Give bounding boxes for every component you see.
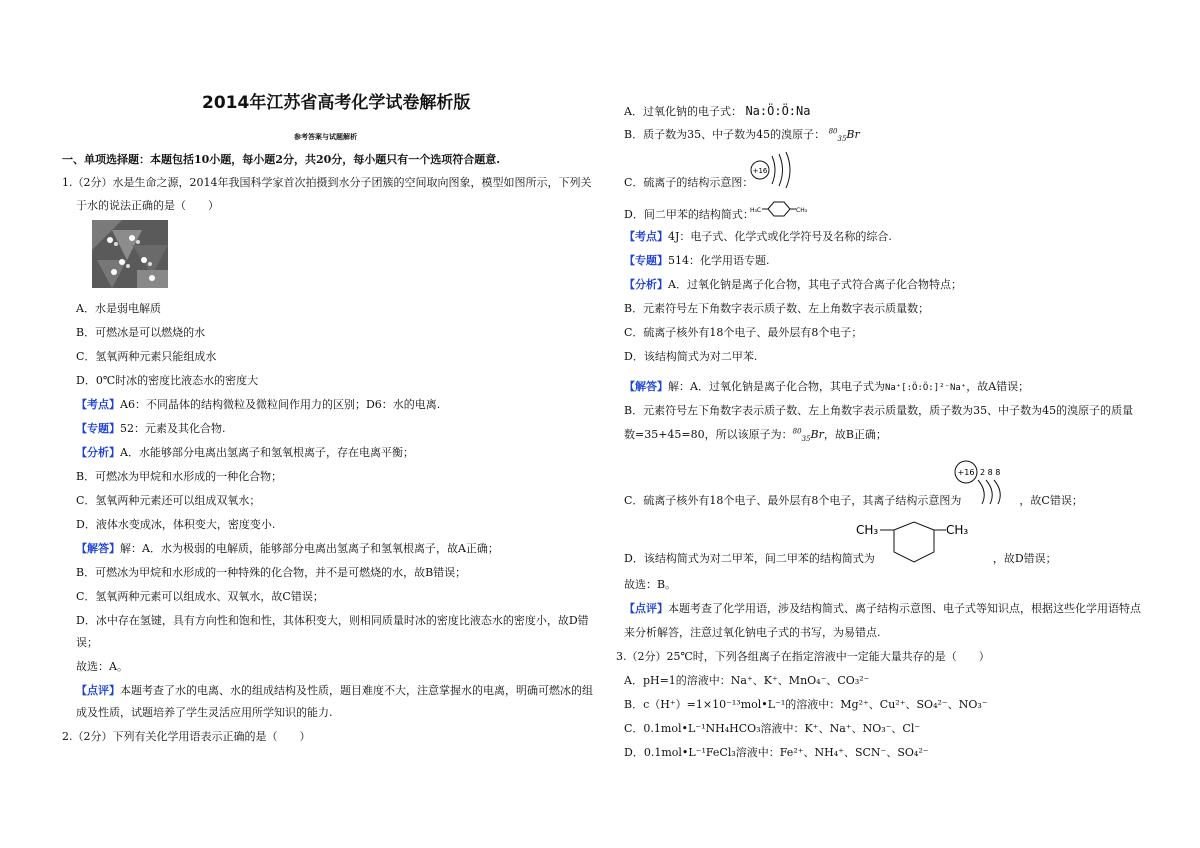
- jieda-b2-post: ，故B正确；: [823, 428, 887, 441]
- q1-fenxi-c: C．氢氧两种元素还可以组成双氧水；: [76, 494, 261, 507]
- q1-answer: 故选：A。: [76, 660, 128, 673]
- fenxi-a-text: A．过氧化钠是离子化合物，其电子式符合离子化合物特点；: [668, 278, 962, 291]
- q2-jieda-c: [624, 494, 1083, 508]
- dianping-text: 本题考查了水的电离、水的组成结构及性质，题目难度不大，注意掌握水的电离，明确可燃冰的组: [120, 684, 593, 697]
- q2-fenxi-c: C．硫离子核外有18个电子、最外层有8个电子；: [624, 326, 863, 339]
- q2-jieda-b1: B．元素符号左下角数字表示质子数、左上角数字表示质量数，质子数为35、中子数为45的溴原子的质量: [624, 404, 1134, 417]
- dianping-tag: 【 点评 】: [76, 684, 120, 697]
- q3-option-d: D．0.1mol•L⁻¹FeCl₃溶液中：Fe²⁺、NH₄⁺、SCN⁻、SO₄²⁻: [624, 746, 929, 759]
- q1-kaodian: [76, 398, 440, 412]
- q1-option-a: A．水是弱电解质: [76, 302, 161, 315]
- q3-stem: 3.（2分）25℃时，下列各组离子在指定溶液中一定能大量共存的是（ ）: [616, 650, 990, 663]
- q1-jieda-c: C．氢氧两种元素可以组成水、双氧水，故C错误；: [76, 590, 324, 603]
- br-symbol: Br: [846, 128, 860, 141]
- q2-option-a: [624, 104, 810, 119]
- para-xylene-structure: [750, 198, 814, 220]
- q1-jieda-d2: 误；: [76, 636, 98, 649]
- q2-jieda-a: [624, 380, 1029, 395]
- sulfur-structure-diagram: [748, 148, 796, 192]
- kaodian-text: A6：不同晶体的结构微粒及微粒间作用力的区别；D6：水的电离.: [120, 398, 441, 411]
- q1-jieda-a: [76, 542, 499, 556]
- jieda-b2-pre: 数=35+45=80，所以该原子为：: [624, 428, 793, 441]
- sulfur-shells-label: 2 8 8: [980, 468, 1001, 477]
- kaodian-tag: 【 考点 】: [624, 230, 668, 243]
- jieda-a-post: ，故A错误；: [966, 380, 1030, 393]
- water-cluster-image: [92, 220, 168, 288]
- q2-option-b: [624, 128, 860, 142]
- q1-fenxi-d: D．液体水变成冰，体积变大，密度变小.: [76, 518, 276, 531]
- q1-option-b: B．可燃冰是可以燃烧的水: [76, 326, 206, 339]
- q2-option-a-label: A．过氧化钠的电子式：: [624, 105, 742, 118]
- dianping-text: 本题考查了化学用语，涉及结构简式、离子结构示意图、电子式等知识点，根据这些化学用语特点: [668, 602, 1141, 615]
- q1-dianping-1: [76, 684, 593, 698]
- br-symbol-2: Br: [810, 428, 824, 441]
- jieda-tag: 【 解答 】: [624, 380, 668, 393]
- ch3-label: CH₃: [796, 207, 808, 214]
- ch3-right-label: CH₃: [946, 523, 969, 537]
- jieda-d-post: ，故D错误；: [992, 552, 1057, 565]
- q1-stem-line1: 1.（2分）水是生命之源，2014年我国科学家首次拍摄到水分子团簇的空间取向图象，模型如图所示，下列关: [62, 176, 592, 189]
- q2-kaodian: [624, 230, 892, 244]
- q1-stem-line2: 于水的说法正确的是（ ）: [76, 199, 219, 212]
- br-mass-number-2: 80: [792, 427, 802, 436]
- jieda-a-pre: 解：A．过氧化钠是离子化合物，其电子式为: [668, 380, 885, 393]
- q2-fenxi-a: [624, 278, 962, 292]
- zhuanti-text: 52：元素及其化合物.: [120, 422, 226, 435]
- section-heading: 一、单项选择题：本题包括10小题，每小题2分，共20分，每小题只有一个选项符合题意.: [62, 153, 501, 166]
- q2-dianping-2: 来分析解答，注意过氧化钠电子式的书写，为易错点.: [624, 626, 881, 639]
- zhuanti-text: 514：化学用语专题.: [668, 254, 770, 267]
- na2o2-electron-formula: Na:Ö:Ö:Na: [745, 104, 811, 118]
- bromine-isotope-correct: [792, 427, 824, 444]
- bromine-isotope-wrong: [828, 127, 860, 144]
- fenxi-tag: 【 分析 】: [624, 278, 668, 291]
- dianping-tag: 【 点评 】: [624, 602, 668, 615]
- kaodian-tag: 【 考点 】: [76, 398, 120, 411]
- page-subtitle: 参考答案与试题解析: [294, 132, 357, 141]
- q2-jieda-b2: [624, 428, 887, 442]
- q2-option-b-label: B．质子数为35、中子数为45的溴原子：: [624, 128, 826, 141]
- zhuanti-tag: 【 专题 】: [624, 254, 668, 267]
- sulfur-nucleus-label: +16: [752, 167, 768, 175]
- q2-answer: 故选：B。: [624, 578, 677, 591]
- q2-option-d: D．间二甲苯的结构简式：: [624, 208, 754, 221]
- jieda-tag: 【 解答 】: [76, 542, 120, 555]
- fenxi-a-text: A．水能够部分电离出氢离子和氢氧根离子，存在电离平衡；: [120, 446, 414, 459]
- q3-option-b: B．c（H⁺）=1×10⁻¹³mol•L⁻¹的溶液中：Mg²⁺、Cu²⁺、SO₄²⁻、NO₃⁻: [624, 698, 988, 711]
- q1-fenxi-b: B．可燃冰为甲烷和水形成的一种化合物；: [76, 470, 283, 483]
- q3-option-c: C．0.1mol•L⁻¹NH₄HCO₃溶液中：K⁺、Na⁺、NO₃⁻、Cl⁻: [624, 722, 921, 735]
- na2o2-ionic-formula: Na⁺[:Ö:Ö:]²⁻Na⁺: [884, 383, 967, 393]
- sulfur-nucleus-label-2: +16: [957, 468, 975, 477]
- q2-option-c: C．硫离子的结构示意图：: [624, 176, 754, 189]
- br-atomic-number-2: 35: [801, 435, 811, 444]
- fenxi-tag: 【 分析 】: [76, 446, 120, 459]
- jieda-c-pre: C．硫离子核外有18个电子、最外层有8个电子，其离子结构示意图为: [624, 494, 962, 507]
- q2-jieda-d: [624, 552, 1057, 566]
- br-mass-number: 80: [828, 127, 838, 136]
- jieda-a-text: 解：A．水为极弱的电解质，能够部分电离出氢离子和氢氧根离子，故A正确；: [120, 542, 499, 555]
- q1-fenxi-a: [76, 446, 414, 460]
- q1-jieda-b: B．可燃冰为甲烷和水形成的一种特殊的化合物，并不是可燃烧的水，故B错误；: [76, 566, 467, 579]
- q2-zhuanti: [624, 254, 770, 268]
- q1-zhuanti: [76, 422, 226, 436]
- jieda-d-pre: D．该结构简式为对二甲苯，间二甲苯的结构简式为: [624, 552, 875, 565]
- q2-dianping-1: [624, 602, 1141, 616]
- q2-fenxi-b: B．元素符号左下角数字表示质子数、左上角数字表示质量数；: [624, 302, 930, 315]
- q2-fenxi-d: D．该结构简式为对二甲苯.: [624, 350, 758, 363]
- q1-dianping-2: 成及性质，试题培养了学生灵活应用所学知识的能力.: [76, 706, 333, 719]
- br-atomic-number: 35: [837, 135, 847, 144]
- q1-option-d: D．0℃时冰的密度比液态水的密度大: [76, 374, 259, 387]
- q1-option-c: C．氢氧两种元素只能组成水: [76, 350, 217, 363]
- jieda-c-post: ，故C错误；: [1019, 494, 1083, 507]
- q2-stem: 2.（2分）下列有关化学用语表示正确的是（ ）: [62, 730, 311, 743]
- q1-jieda-d1: D．冰中存在氢键，具有方向性和饱和性，其体积变大，则相同质量时冰的密度比液态水的密度小，故D错: [76, 614, 589, 627]
- kaodian-text: 4J：电子式、化学式或化学符号及名称的综合.: [668, 230, 892, 243]
- ch3-left-label: CH₃: [856, 523, 879, 537]
- q3-option-a: A．pH=1的溶液中：Na⁺、K⁺、MnO₄⁻、CO₃²⁻: [624, 674, 870, 687]
- page-title: 2014年江苏省高考化学试卷解析版: [202, 93, 471, 113]
- zhuanti-tag: 【 专题 】: [76, 422, 120, 435]
- h3c-label: H₃C: [750, 207, 762, 214]
